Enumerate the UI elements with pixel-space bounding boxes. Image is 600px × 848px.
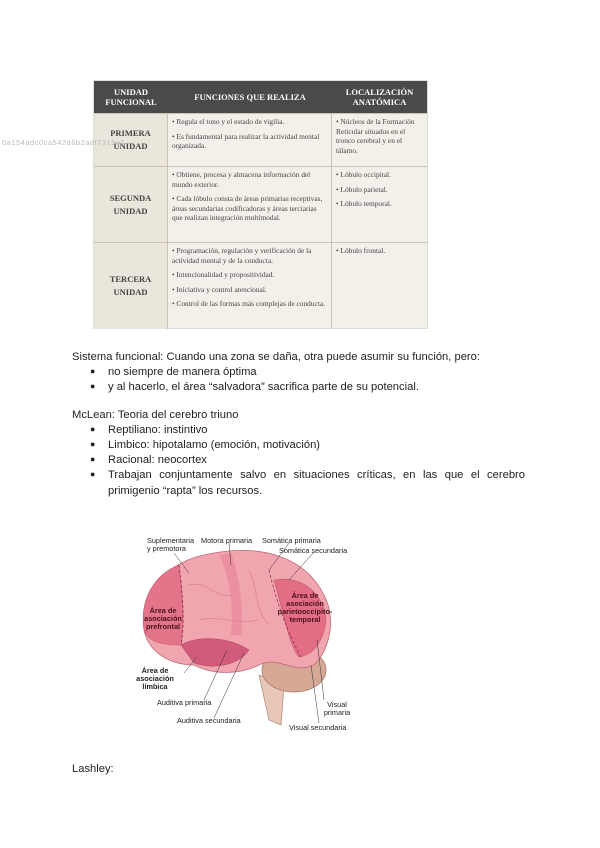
list-item: no siempre de manera óptima: [108, 366, 257, 378]
watermark-text: 0a154adc0ca542d6b2adf7319e1: [2, 138, 126, 147]
label-visual-primaria: Visual primaria: [323, 700, 351, 717]
label-motora-primaria: Motora primaria: [201, 536, 253, 545]
table-row: [94, 166, 427, 242]
bullet-icon: ●: [90, 469, 96, 479]
unit-cell: PRIMERA UNIDAD: [94, 114, 168, 166]
table-row: [94, 242, 427, 329]
location-item: • Lóbulo parietal.: [336, 184, 388, 194]
functions-cell: [168, 243, 332, 329]
label-limbica: Área de asociación límbica: [136, 666, 174, 691]
table-header: [94, 81, 427, 113]
location-cell: [332, 114, 427, 166]
function-item: • Intencionalidad y propositividad.: [172, 270, 275, 279]
unit-cell: TERCERA UNIDAD: [94, 243, 168, 329]
bullet-icon: ●: [90, 366, 96, 376]
location-cell: [332, 167, 427, 242]
functional-units-table: [93, 80, 428, 329]
label-somatica-primaria: Somática primaria: [262, 536, 321, 545]
function-item: • Control de las formas más complejas de conducta.: [172, 299, 326, 308]
brain-illustration: [119, 525, 357, 735]
label-suplementaria: Suplementaria y premotora: [147, 536, 195, 553]
bullet-icon: ●: [90, 424, 96, 434]
function-item: • Regula el tono y el estado de vigilia.: [172, 117, 285, 126]
mclean-title: McLean: Teoria del cerebro triuno: [72, 409, 239, 421]
unit-cell: SEGUNDA UNIDAD: [94, 167, 168, 242]
function-item: • Es fundamental para realizar la actividad mental organizada.: [172, 131, 320, 150]
label-visual-secundaria: Visual secundaria: [289, 723, 347, 732]
location-item: • Núcleos de la Formación Reticular situados en el tronco cerebral y en el tálamo.: [336, 117, 415, 155]
list-item: Racional: neocortex: [108, 454, 207, 466]
location-item: • Lóbulo occipital.: [336, 170, 391, 179]
functions-cell: [168, 114, 332, 166]
bullet-icon: ●: [90, 454, 96, 464]
bullet-icon: ●: [90, 381, 96, 391]
label-prefrontal: Área de asociación prefrontal: [144, 606, 182, 631]
list-item: Reptiliano: instintivo: [108, 424, 208, 436]
list-item: y al hacerlo, el área “salvadora” sacrifica parte de su potencial.: [108, 381, 419, 393]
function-item: • Cada lóbulo consta de áreas primarias receptivas, áreas secundarias codificadoras y áreas terciarias que realizan integración multimodal.: [172, 194, 323, 222]
function-item: • Obtiene, procesa y almacena información del mundo exterior.: [172, 170, 311, 189]
label-auditiva-primaria: Auditiva primaria: [157, 698, 212, 707]
location-cell: [332, 243, 427, 329]
lashley-heading: Lashley:: [72, 763, 114, 775]
header-unit: UNIDAD FUNCIONAL: [105, 87, 157, 107]
label-auditiva-secundaria: Auditiva secundaria: [177, 716, 241, 725]
list-item: Trabajan conjuntamente salvo en situaciones críticas, en las que el cerebro primigenio “rapta” los recursos.: [108, 469, 525, 497]
function-item: • Programación, regulación y verificación de la actividad mental y de la conducta.: [172, 246, 312, 265]
sistema-intro: Sistema funcional: Cuando una zona se daña, otra puede asumir su función, pero:: [72, 351, 480, 363]
function-item: • Iniciativa y control atencional.: [172, 284, 267, 294]
table-row: [94, 113, 427, 166]
label-somatica-secundaria: Somática secundaria: [279, 546, 348, 555]
header-location: LOCALIZACIÓN ANATÓMICA: [345, 87, 414, 107]
location-item: • Lóbulo frontal.: [336, 246, 386, 255]
functions-cell: [168, 167, 332, 242]
bullet-icon: ●: [90, 439, 96, 449]
location-item: • Lóbulo temporal.: [336, 199, 392, 208]
list-item: Limbico: hipotalamo (emoción, motivación): [108, 439, 321, 451]
label-parieto: Área de asociación parietooccipito-temporal: [277, 591, 333, 624]
header-functions: FUNCIONES QUE REALIZA: [194, 92, 306, 102]
